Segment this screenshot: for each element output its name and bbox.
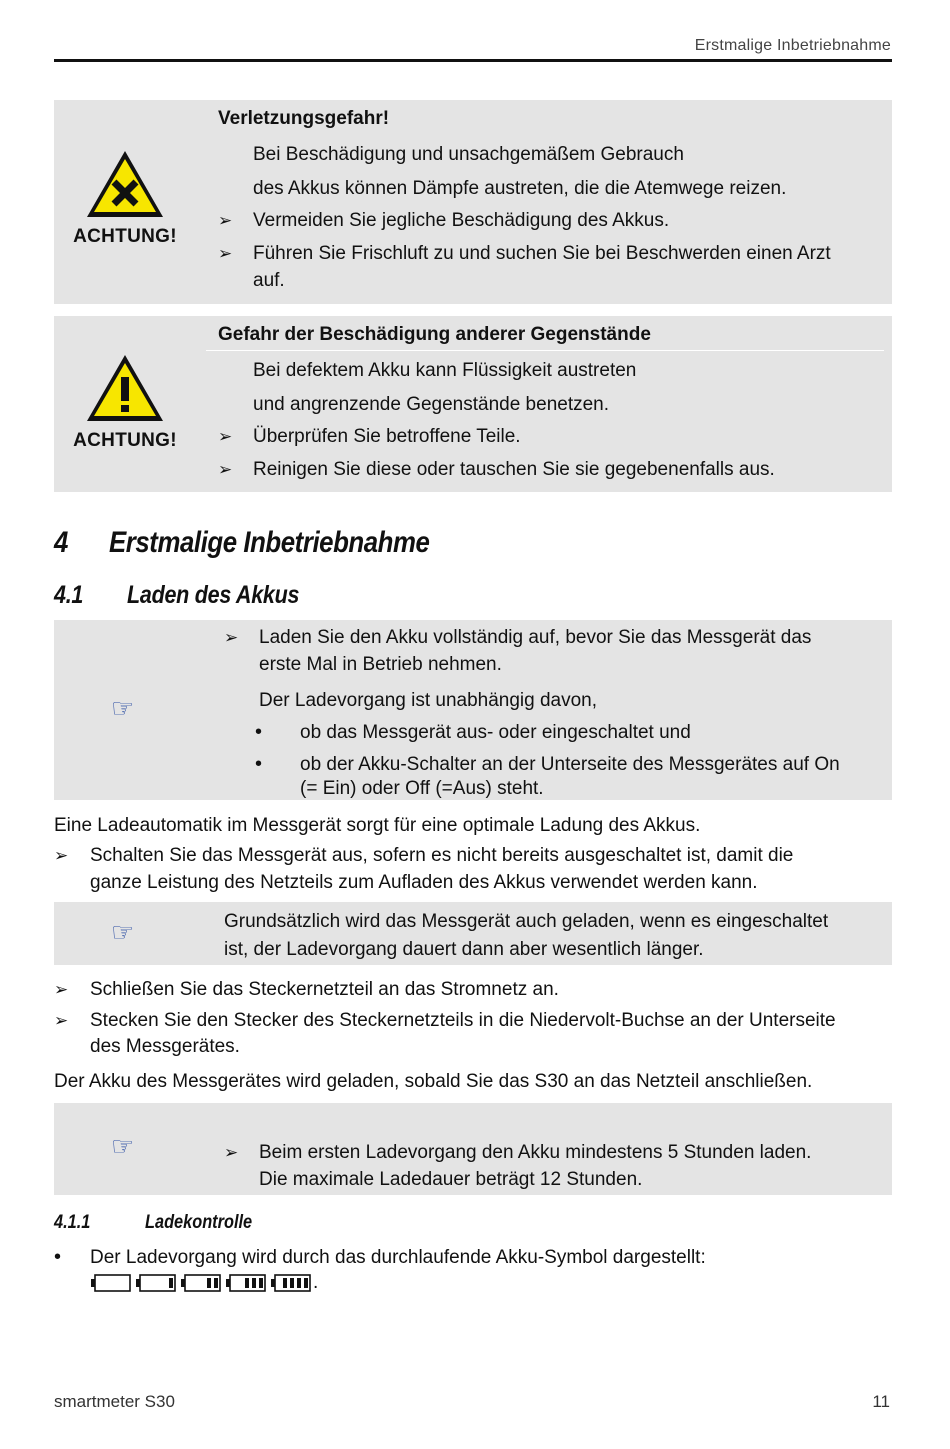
bullet-dot: • xyxy=(255,721,263,743)
note-text: Grundsätzlich wird das Messgerät auch geladen, wenn es eingeschaltet xyxy=(224,911,829,932)
instruction-step: Stecken Sie den Stecker des Steckernetzteils in die Niedervolt-Buchse an der Unterseite xyxy=(90,1010,836,1031)
warning-item: Vermeiden Sie jegliche Beschädigung des Akkus. xyxy=(253,210,670,231)
note-box-charging-on xyxy=(54,902,892,965)
bullet-dot: • xyxy=(255,753,263,775)
pointing-hand-icon: ☞ xyxy=(111,1131,135,1161)
warning-item: Führen Sie Frischluft zu und suchen Sie bei Beschwerden einen Arzt xyxy=(253,243,831,264)
section-4-1-title: Laden des Akkus xyxy=(127,581,300,609)
note-text: Der Ladevorgang ist unabhängig davon, xyxy=(259,690,598,711)
section-4-1-number: 4.1 xyxy=(54,581,84,609)
note-item-continued: erste Mal in Betrieb nehmen. xyxy=(259,654,502,675)
arrow-bullet-icon: ➢ xyxy=(218,460,233,479)
title-divider xyxy=(206,350,884,351)
ladekontrolle-text: Der Ladevorgang wird durch das durchlaufende Akku-Symbol dargestellt: xyxy=(90,1247,706,1268)
arrow-bullet-icon: ➢ xyxy=(54,980,69,999)
arrow-bullet-icon: ➢ xyxy=(218,244,233,263)
body-paragraph: Eine Ladeautomatik im Messgerät sorgt für eine optimale Ladung des Akkus. xyxy=(54,815,701,836)
note-bullet: ob der Akku-Schalter an der Unterseite des Messgerätes auf On xyxy=(300,754,840,775)
section-4-1-1-title: Ladekontrolle xyxy=(145,1212,253,1233)
sentence-period: . xyxy=(313,1272,319,1293)
running-header: Erstmalige Inbetriebnahme xyxy=(694,37,891,54)
exclamation-warning-icon xyxy=(84,352,166,424)
warning-item: Überprüfen Sie betroffene Teile. xyxy=(253,426,521,447)
pointing-hand-icon: ☞ xyxy=(111,917,135,947)
note-item: Laden Sie den Akku vollständig auf, bevor Sie das Messgerät das xyxy=(259,627,812,648)
note-box-charging xyxy=(54,620,892,800)
warning-title: Gefahr der Beschädigung anderer Gegenstände xyxy=(218,324,651,345)
warning-box-injury xyxy=(54,100,892,304)
warning-title: Verletzungsgefahr! xyxy=(218,108,390,129)
warning-box-damage xyxy=(54,316,892,492)
arrow-bullet-icon: ➢ xyxy=(218,211,233,230)
warning-item-continued: auf. xyxy=(253,270,285,291)
instruction-step-continued: des Messgerätes. xyxy=(90,1036,240,1057)
battery-level-3-icon xyxy=(225,1273,267,1293)
battery-symbol-sequence xyxy=(90,1272,318,1294)
harmful-x-warning-icon xyxy=(84,148,166,220)
arrow-bullet-icon: ➢ xyxy=(54,846,69,865)
warning-text: und angrenzende Gegenstände benetzen. xyxy=(253,394,610,415)
bullet-dot: • xyxy=(54,1246,62,1268)
footer-product: smartmeter S30 xyxy=(54,1392,175,1411)
note-item-continued: Die maximale Ladedauer beträgt 12 Stunden. xyxy=(259,1169,643,1190)
instruction-step-continued: ganze Leistung des Netzteils zum Aufladen des Akkus verwendet werden kann. xyxy=(90,872,758,893)
note-text-continued: ist, der Ladevorgang dauert dann aber wesentlich länger. xyxy=(224,939,704,960)
section-4-title: Erstmalige Inbetriebnahme xyxy=(109,526,430,559)
battery-level-1-icon xyxy=(135,1273,177,1293)
note-item: Beim ersten Ladevorgang den Akku mindestens 5 Stunden laden. xyxy=(259,1142,812,1163)
instruction-step: Schließen Sie das Steckernetzteil an das Stromnetz an. xyxy=(90,979,559,1000)
header-rule xyxy=(54,59,892,62)
note-box-first-charge xyxy=(54,1103,892,1195)
instruction-step: Schalten Sie das Messgerät aus, sofern es nicht bereits ausgeschaltet ist, damit die xyxy=(90,845,794,866)
warning-text: Bei Beschädigung und unsachgemäßem Gebrauch xyxy=(253,144,684,165)
body-paragraph: Der Akku des Messgerätes wird geladen, sobald Sie das S30 an das Netzteil anschließen. xyxy=(54,1071,813,1092)
achtung-label: ACHTUNG! xyxy=(73,226,177,247)
battery-level-4-icon xyxy=(270,1273,312,1293)
battery-level-2-icon xyxy=(180,1273,222,1293)
note-bullet: ob das Messgerät aus- oder eingeschaltet und xyxy=(300,722,691,743)
arrow-bullet-icon: ➢ xyxy=(224,1143,239,1162)
pointing-hand-icon: ☞ xyxy=(111,693,135,723)
arrow-bullet-icon: ➢ xyxy=(224,628,239,647)
warning-item: Reinigen Sie diese oder tauschen Sie sie gegebenenfalls aus. xyxy=(253,459,775,480)
arrow-bullet-icon: ➢ xyxy=(54,1011,69,1030)
warning-text: Bei defektem Akku kann Flüssigkeit austreten xyxy=(253,360,637,381)
battery-level-0-icon xyxy=(90,1273,132,1293)
note-bullet-continued: (= Ein) oder Off (=Aus) steht. xyxy=(300,778,544,799)
section-4-number: 4 xyxy=(54,526,68,559)
section-4-1-1-number: 4.1.1 xyxy=(54,1212,91,1233)
page-number: 11 xyxy=(872,1392,890,1411)
warning-text: des Akkus können Dämpfe austreten, die die Atemwege reizen. xyxy=(253,178,787,199)
achtung-label: ACHTUNG! xyxy=(73,430,177,451)
arrow-bullet-icon: ➢ xyxy=(218,427,233,446)
